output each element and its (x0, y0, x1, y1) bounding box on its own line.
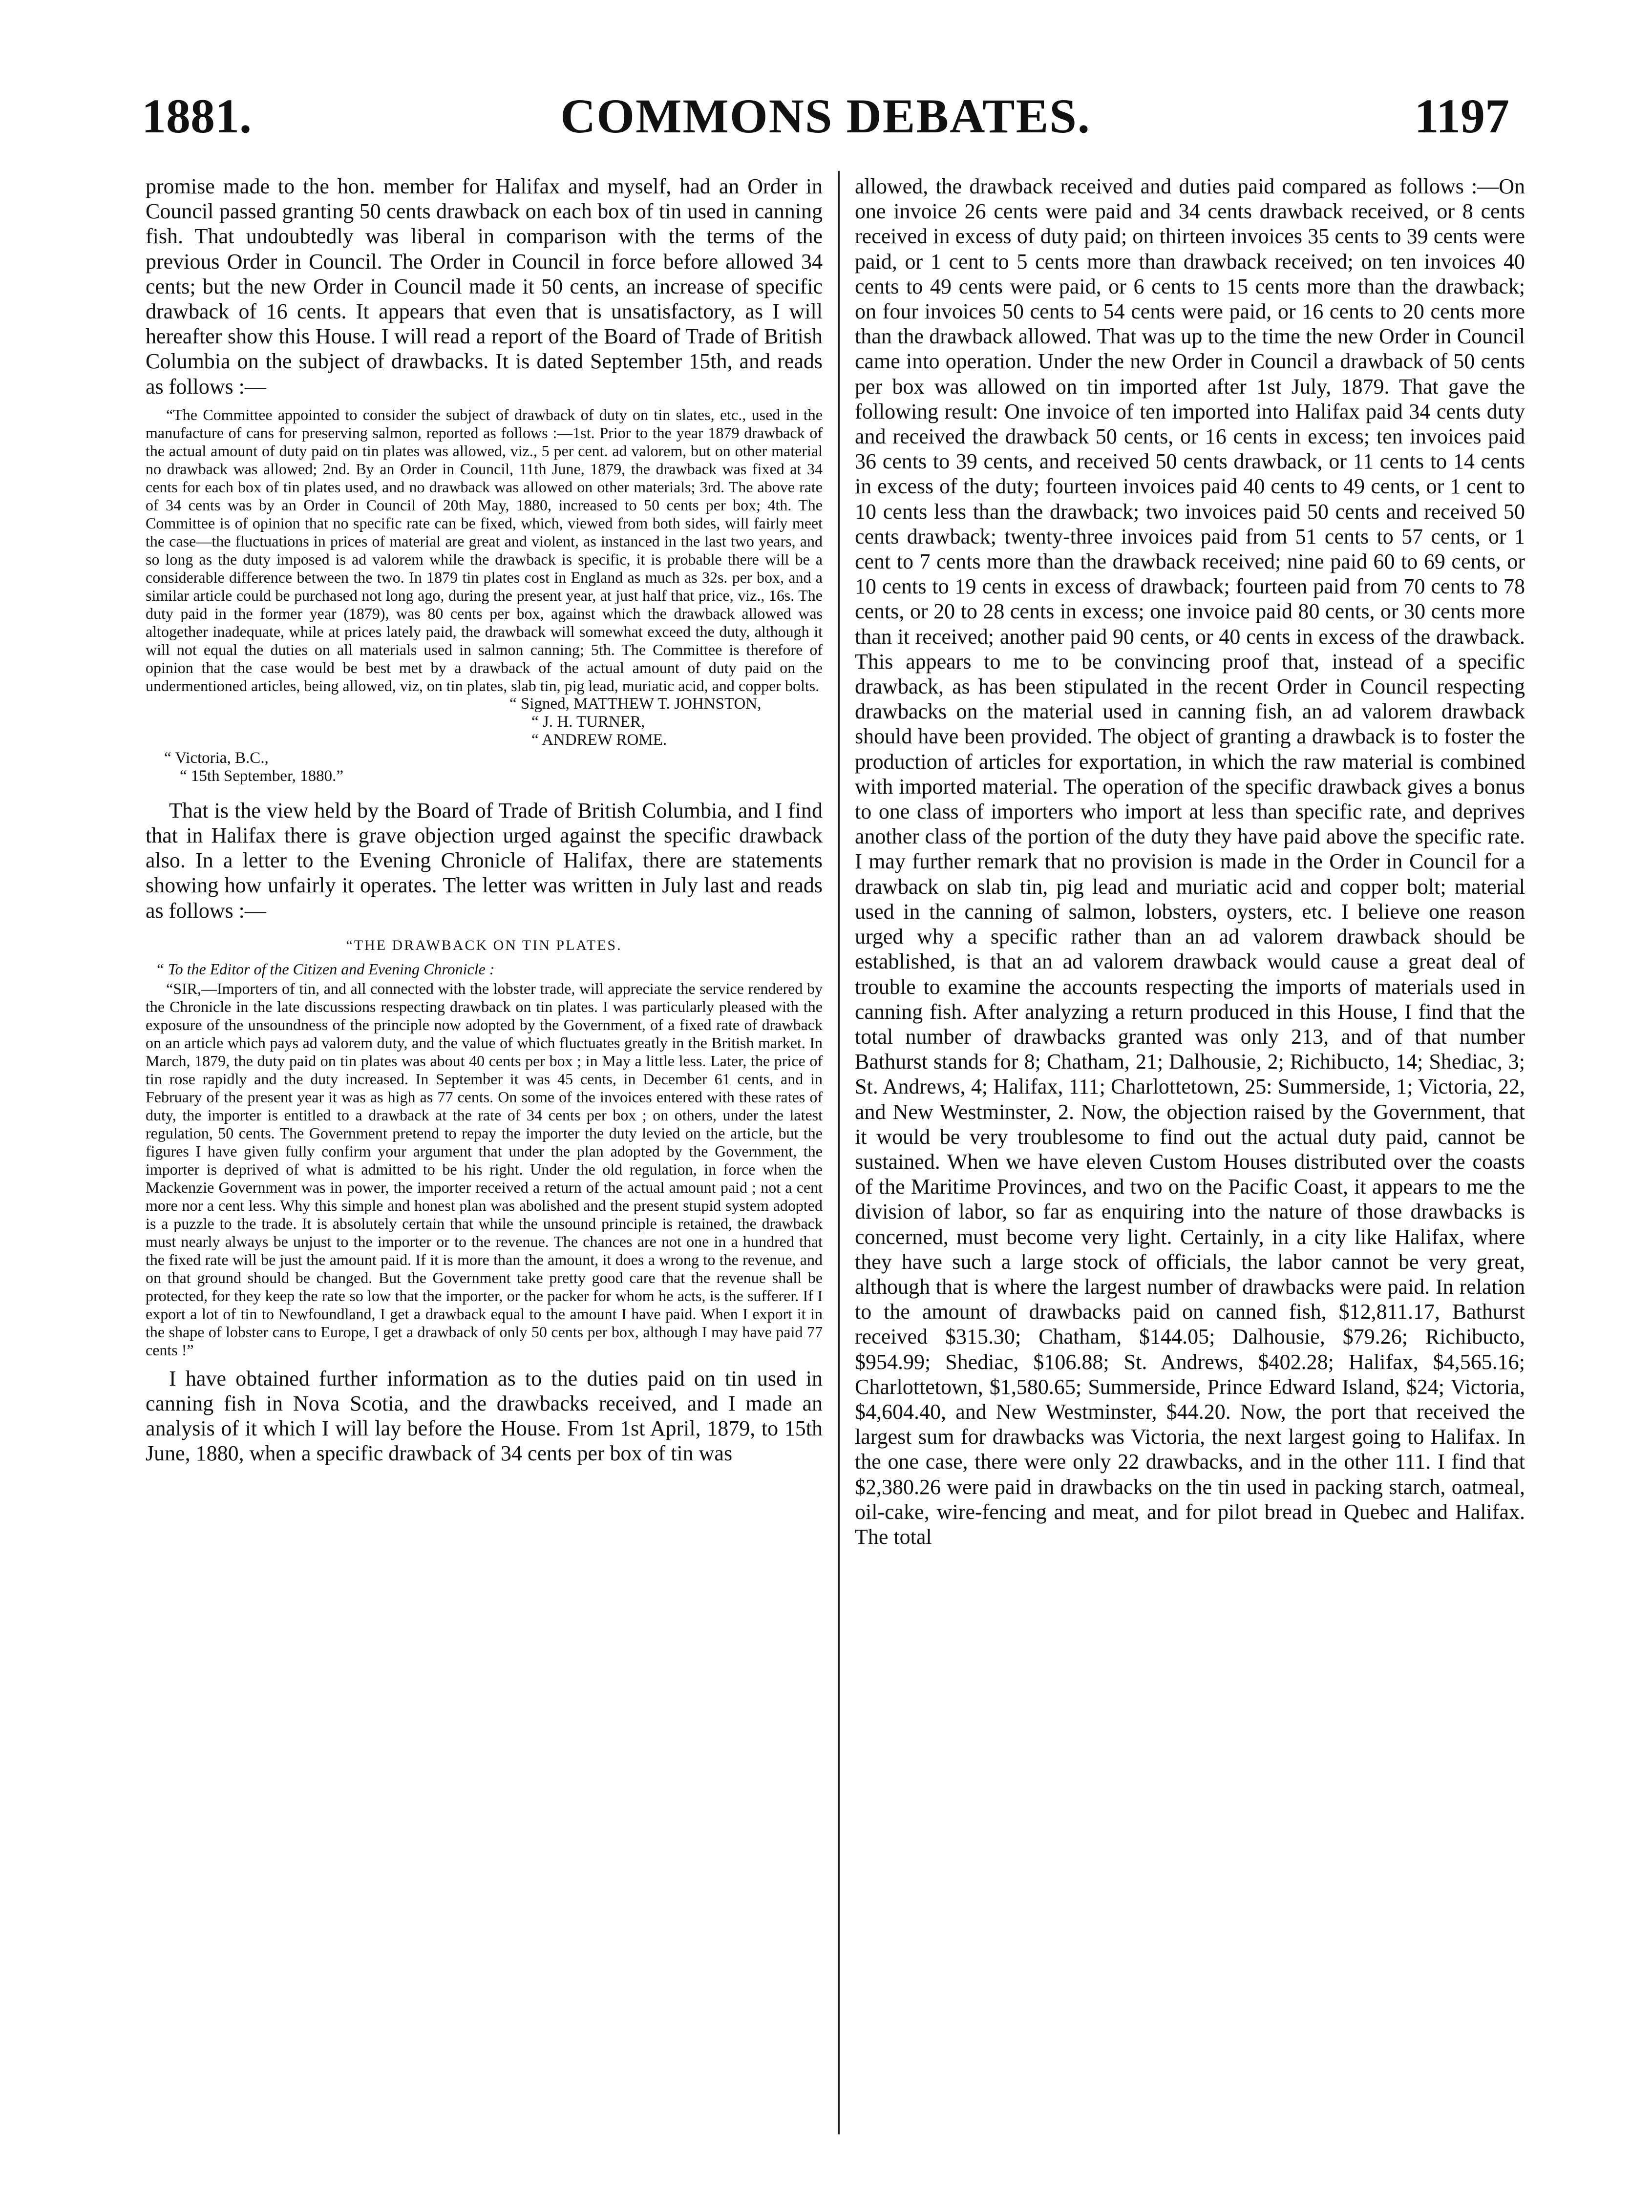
signature-place: “ Victoria, B.C., (164, 749, 269, 767)
left-column (146, 174, 823, 2137)
header-year: 1881. (142, 89, 252, 143)
signature-line: “ Signed, MATTHEW T. JOHNSTON, (509, 695, 762, 713)
paragraph: allowed, the drawback received and duties paid compared as follows :—On one invoice 26 cents were paid and 34 cents drawback received, or 8 cents received in excess of duty paid; on thirteen invoices 35 cents to 39 cents were paid, or 1 cent to 5 cents more than drawback received; on ten invoices 40 cents to 49 cents were paid, or 6 cents to 15 cents more than the drawback; on four invoices 50 cents to 54 cents were paid, or 16 cents to 20 cents more than the drawback allowed. That was up to the time the new Order in Council came into operation. Under the new Order in Council a drawback of 50 cents per box was allowed on tin imported after 1st July, 1879. That gave the following result: One invoice of ten imported into Halifax paid 34 cents duty and received the drawback 50 cents, or 16 cents in excess; ten invoices paid 36 cents to 39 cents, and received 50 cents drawback, or 11 cents to 14 cents in excess of the duty; fourteen invoices paid 40 cents to 49 cents, or 1 cent to 10 cents less than the drawback; two invoices paid 50 cents and received 50 cents drawback; twenty-three invoices paid from 51 cents to 57 cents, or 1 cent to 7 cents more than the drawback received; nine paid 60 to 69 cents, or 10 cents to 19 cents in excess of drawback; fourteen paid from 70 cents to 78 cents, or 20 to 28 cents in excess; one invoice paid 80 cents, or 30 cents more than it received; another paid 90 cents, or 40 cents in excess of the drawback. This appears to me to be convincing proof that, instead of a specific drawback, as has been stipulated in the recent Order in Council respecting drawbacks on the material used in canning fish, an ad valorem drawback should have been provided. The object of granting a drawback is to foster the production of articles for exportation, in which the raw material is combined with imported material. The operation of the specific drawback gives a bonus to one class of importers who import at less than specific rate, and deprives another class of the portion of the duty they have paid above the specific rate. I may further remark that no provision is made in the Order in Council for a drawback on slab tin, pig lead and muriatic acid and copper bolt; material used in the canning of salmon, lobsters, oysters, etc. I believe one reason urged why a specific rather than an ad valorem drawback should be established, is that an ad valorem drawback would cause a great deal of trouble to examine the accounts respecting the imports of materials used in canning fish. After analyzing a return produced in this House, I find that the total number of drawbacks granted was only 213, and of that number Bathurst stands for 8; Chatham, 21; Dalhousie, 2; Richibucto, 14; Shediac, 3; St. Andrews, 4; Halifax, 111; Charlottetown, 25: Summerside, 1; Victoria, 22, and New Westminster, 2. Now, the objection raised by the Government, that it would be very troublesome to find out the actual duty paid, cannot be sustained. When we have eleven Custom Houses distributed over the coasts of the Maritime Provinces, and two on the Pacific Coast, it appears to me the division of labor, so far as enquiring into the nature of those drawbacks is concerned, must become very light. Certainly, in a city like Halifax, where they have such a large stock of officials, the labor cannot be very great, although that is where the largest number of drawbacks were paid. In relation to the amount of drawbacks paid on canned fish, $12,811.17, Bathurst received $315.30; Chatham, $144.05; Dalhousie, $79.26; Richibucto, $954.99; Shediac, $106.88; St. Andrews, $402.28; Halifax, $4,565.16; Charlottetown, $1,580.65; Summerside, Prince Edward Island, $24; Victoria, $4,604.40, and New Westminster, $44.20. Now, the port that received the largest sum for drawbacks was Victoria, the next largest going to Halifax. In the one case, there were only 22 drawbacks, and in the other 111. I find that $2,380.26 were paid in drawbacks on the tin used in packing starch, oatmeal, oil-cake, wire-fencing and meat, and for pilot bread in Quebec and Halifax. The total (855, 174, 1525, 1549)
letter-salutation: “ To the Editor of the Citizen and Evening Chronicle : (155, 960, 495, 978)
signature-line: “ ANDREW ROME. (531, 731, 667, 749)
letter-heading: “THE DRAWBACK ON TIN PLATES. (346, 937, 622, 953)
quoted-report: “The Committee appointed to consider the subject of drawback of duty on tin slates, etc., used in the manufacture of cans for preserving salmon, reported as follows :—1st. Prior to the year 1879 drawback of the actual amount of duty paid on tin plates was allowed, viz., 5 per cent. ad valorem, but on other material no drawback was allowed; 2nd. By an Order in Council, 11th June, 1879, the drawback was fixed at 34 cents for each box of tin plates used, and no drawback was allowed on other materials; 3rd. The above rate of 34 cents was by an Order in Council of 20th May, 1880, increased to 50 cents per box; 4th. The Committee is of opinion that no specific rate can be fixed, which, viewed from both sides, will fairly meet the case—the fluctuations in prices of material are great and violent, as instanced in the last two years, and so long as the duty imposed is ad valorem while the drawback is specific, it is probable there will be a considerable difference between the two. In 1879 tin plates cost in England as much as 32s. per box, and a similar article could be purchased not long ago, during the present year, at just half that price, viz., 16s. The duty paid in the former year (1879), was 80 cents per box, against which the drawback allowed was altogether inadequate, while at prices lately paid, the drawback will somewhat exceed the duty, although it will not equal the duties on all materials used in salmon canning; 5th. The Committee is therefore of opinion that the case would be best met by a drawback of the actual amount of duty paid on the undermentioned articles, being allowed, viz, on tin plates, slab tin, pig lead, muriatic acid, and copper bolts. (146, 405, 823, 695)
page-header (142, 88, 1509, 161)
quoted-letter: “SIR,—Importers of tin, and all connected with the lobster trade, will appreciate the service rendered by the Chronicle in the late discussions respecting drawback on tin plates. I was particularly pleased with the exposure of the unsoundness of the principle now adopted by the Government, of a fixed rate of drawback on an article which pays ad valorem duty, and the value of which fluctuates greatly in the British market. In March, 1879, the duty paid on tin plates was about 40 cents per box ; in May a little less. Later, the price of tin rose rapidly and the duty increased. In September it was 45 cents, in December 61 cents, and in February of the present year it was as high as 77 cents. On some of the invoices entered with these rates of duty, the importer is entitled to a drawback at the rate of 34 cents per box ; on others, under the latest regulation, 50 cents. The Government pretend to repay the importer the duty levied on the article, but the figures I have given fully confirm your argument that under the plan adopted by the Government, the importer is deprived of what is admitted to be his right. Under the old regulation, in force when the Mackenzie Government was in power, the importer received a return of the actual amount paid ; not a cent more nor a cent less. Why this simple and honest plan was abolished and the present stupid system adopted is a puzzle to the trade. It is absolutely certain that while the unsound principle is retained, the drawback must nearly always be unjust to the importer or to the revenue. The chances are not one in a hundred that the fixed rate will be just the amount paid. If it is more than the amount, it does a wrong to the revenue, and on that ground should be changed. But the Government take pretty good care that the revenue shall be protected, for they keep the rate so low that the importer, or the packer for whom he acts, is the sufferer. If I export a lot of tin to Newfoundland, I get a drawback equal to the amount I have paid. When I export it in the shape of lobster cans to Europe, I get a drawback of only 50 cents per box, although I may have paid 77 cents !” (146, 979, 823, 1359)
header-page-number: 1197 (1414, 89, 1509, 143)
signature-line: “ J. H. TURNER, (531, 713, 645, 731)
signature-date: “ 15th September, 1880.” (180, 767, 344, 785)
paragraph: That is the view held by the Board of Trade of British Columbia, and I find that in Halifax there is grave objection urged against the specific drawback also. In a letter to the Evening Chronicle of Halifax, there are statements showing how unfairly it operates. The letter was written in July last and reads as follows :— (146, 798, 823, 923)
paragraph: I have obtained further information as to the duties paid on tin used in canning fish in Nova Scotia, and the drawbacks received, and I made an analysis of it which I will lay before the House. From 1st April, 1879, to 15th June, 1880, when a specific drawback of 34 cents per box of tin was (146, 1366, 823, 1466)
header-title: COMMONS DEBATES. (560, 89, 1091, 143)
right-column (855, 174, 1525, 2137)
paragraph: promise made to the hon. member for Halifax and myself, had an Order in Council passed granting 50 cents drawback on each box of tin used in canning fish. That undoubtedly was liberal in comparison with the terms of the previous Order in Council. The Order in Council in force before allowed 34 cents; but the new Order in Council made it 50 cents, an increase of specific drawback of 16 cents. It appears that even that is unsatisfactory, as I will hereafter show this House. I will read a report of the Board of Trade of British Columbia on the subject of drawbacks. It is dated September 15th, and reads as follows :— (146, 174, 823, 399)
column-divider (838, 171, 840, 2134)
